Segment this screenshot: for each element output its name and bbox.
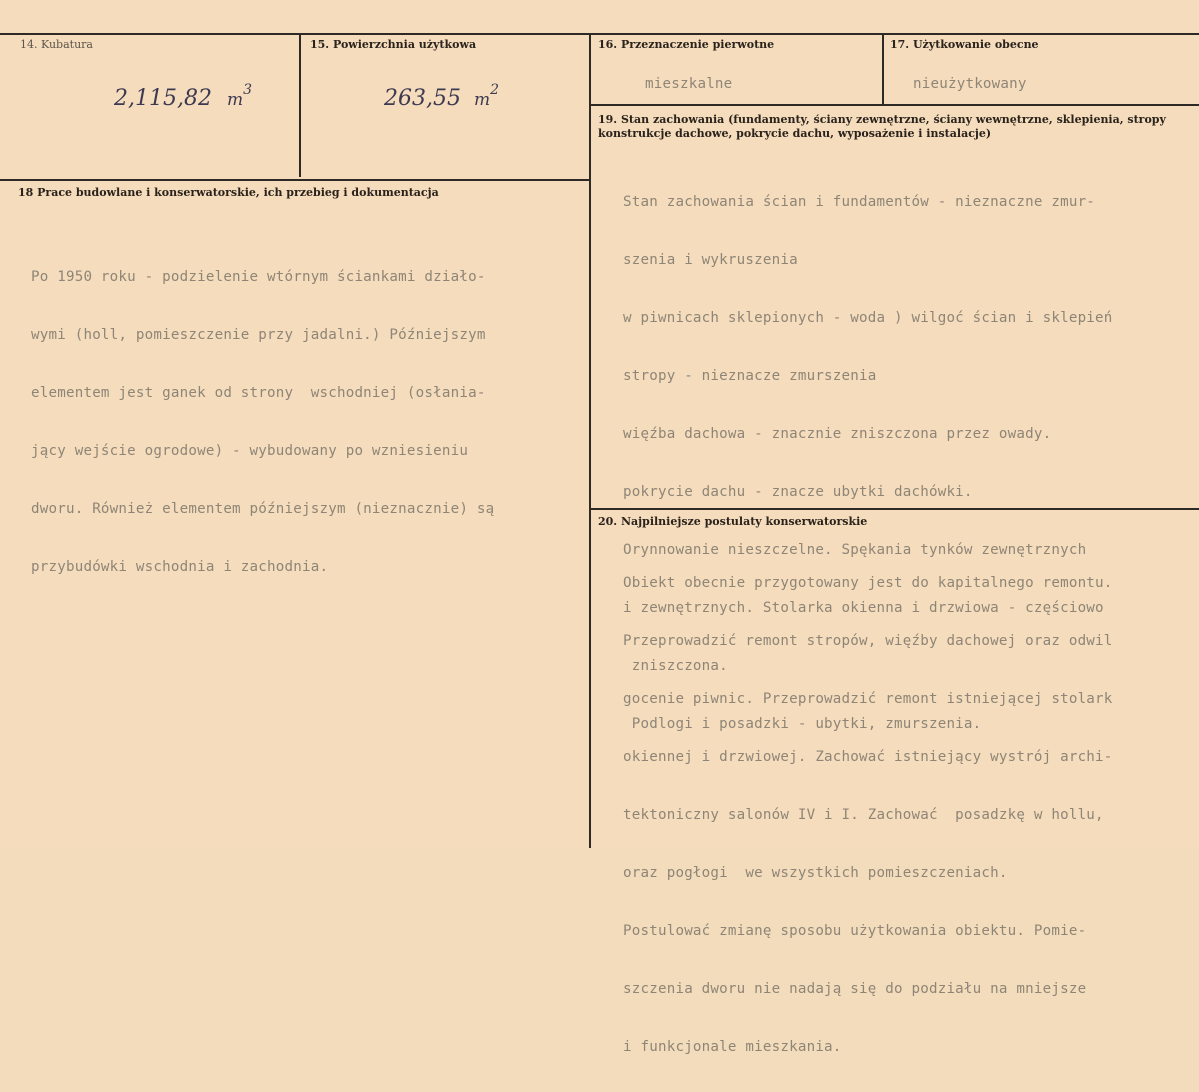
text-line: Po 1950 roku - podzielenie wtórnym ściankami działo-: [31, 269, 486, 285]
field-17-value: nieużytkowany: [913, 76, 1027, 92]
area-value: 263,55: [384, 86, 461, 111]
text-line: i funkcjonale mieszkania.: [623, 1039, 842, 1055]
area-unit: $m^2$: [473, 82, 500, 110]
text-line: szenia i wykruszenia: [623, 252, 798, 268]
field-14-value: [114, 82, 253, 111]
text-line: przybudówki wschodnia i zachodnia.: [31, 559, 329, 575]
text-line: gocenie piwnic. Przeprowadzić remont istniejącej stolark: [623, 691, 1113, 707]
text-line: dworu. Również elementem późniejszym (nieznacznie) są: [31, 501, 495, 517]
field-18-text: [31, 232, 494, 612]
field-17-label: 17. Użytkowanie obecne: [890, 38, 1039, 51]
text-line: zniszczona.: [623, 658, 728, 674]
text-line: więźba dachowa - znacznie zniszczona przez owady.: [623, 426, 1052, 442]
text-line: Postulować zmianę sposobu użytkowania obiektu. Pomie-: [623, 923, 1087, 939]
line-under-16-17: [589, 104, 1199, 106]
text-line: jący wejście ogrodowe) - wybudowany po wzniesieniu: [31, 443, 469, 459]
text-line: Podlogi i posadzki - ubytki, zmurszenia.: [623, 716, 982, 732]
field-15-label: 15. Powierzchnia użytkowa: [310, 38, 477, 51]
field-20-label: 20. Najpilniejsze postulaty konserwatorskie: [598, 515, 868, 528]
field-18-label: 18 Prace budowlane i konserwatorskie, ich przebieg i dokumentacja: [18, 186, 439, 199]
field-19-label: 19. Stan zachowania (fundamenty, ściany zewnętrzne, ściany wewnętrzne, sklepienia, stropy konstrukcje dachowe, pokrycie dachu, wyposażenie i instalacje): [598, 113, 1166, 140]
text-line: Orynnowanie nieszczelne. Spękania tynków zewnętrznych: [623, 542, 1087, 558]
line-under-14-15: [0, 179, 591, 181]
top-border: [0, 33, 1199, 35]
volume-unit: $m^3$: [226, 82, 253, 110]
divider-14-15: [299, 33, 301, 177]
divider-16-17: [882, 33, 884, 105]
text-line: szczenia dworu nie nadają się do podziału na mniejsze: [623, 981, 1087, 997]
text-line: wymi (holl, pomieszczenie przy jadalni.) Późniejszym: [31, 327, 486, 343]
field-14-label: 14. Kubatura: [20, 38, 93, 51]
text-line: Obiekt obecnie przygotowany jest do kapitalnego remontu.: [623, 575, 1113, 591]
text-line: pokrycie dachu - znacze ubytki dachówki.: [623, 484, 973, 500]
text-line: Przeprowadzić remont stropów, więźby dachowej oraz odwil: [623, 633, 1113, 649]
divider-left-right: [589, 33, 591, 848]
field-20-text: [623, 538, 1113, 1092]
text-line: Stan zachowania ścian i fundamentów - nieznaczne zmur-: [623, 194, 1096, 210]
field-16-value: mieszkalne: [645, 76, 733, 92]
text-line: i zewnętrznych. Stolarka okienna i drzwiowa - częściowo: [623, 600, 1104, 616]
text-line: okiennej i drzwiowej. Zachować istniejący wystrój archi-: [623, 749, 1113, 765]
text-line: oraz pogłogi we wszystkich pomieszczeniach.: [623, 865, 1008, 881]
text-line: elementem jest ganek od strony wschodniej (osłania-: [31, 385, 486, 401]
text-line: w piwnicach sklepionych - woda ) wilgoć ścian i sklepień: [623, 310, 1113, 326]
field-15-value: [384, 82, 500, 111]
field-16-label: 16. Przeznaczenie pierwotne: [598, 38, 775, 51]
volume-value: 2,115,82: [114, 86, 212, 111]
text-line: stropy - nieznacze zmurszenia: [623, 368, 877, 384]
text-line: tektoniczny salonów IV i I. Zachować posadzkę w hollu,: [623, 807, 1104, 823]
